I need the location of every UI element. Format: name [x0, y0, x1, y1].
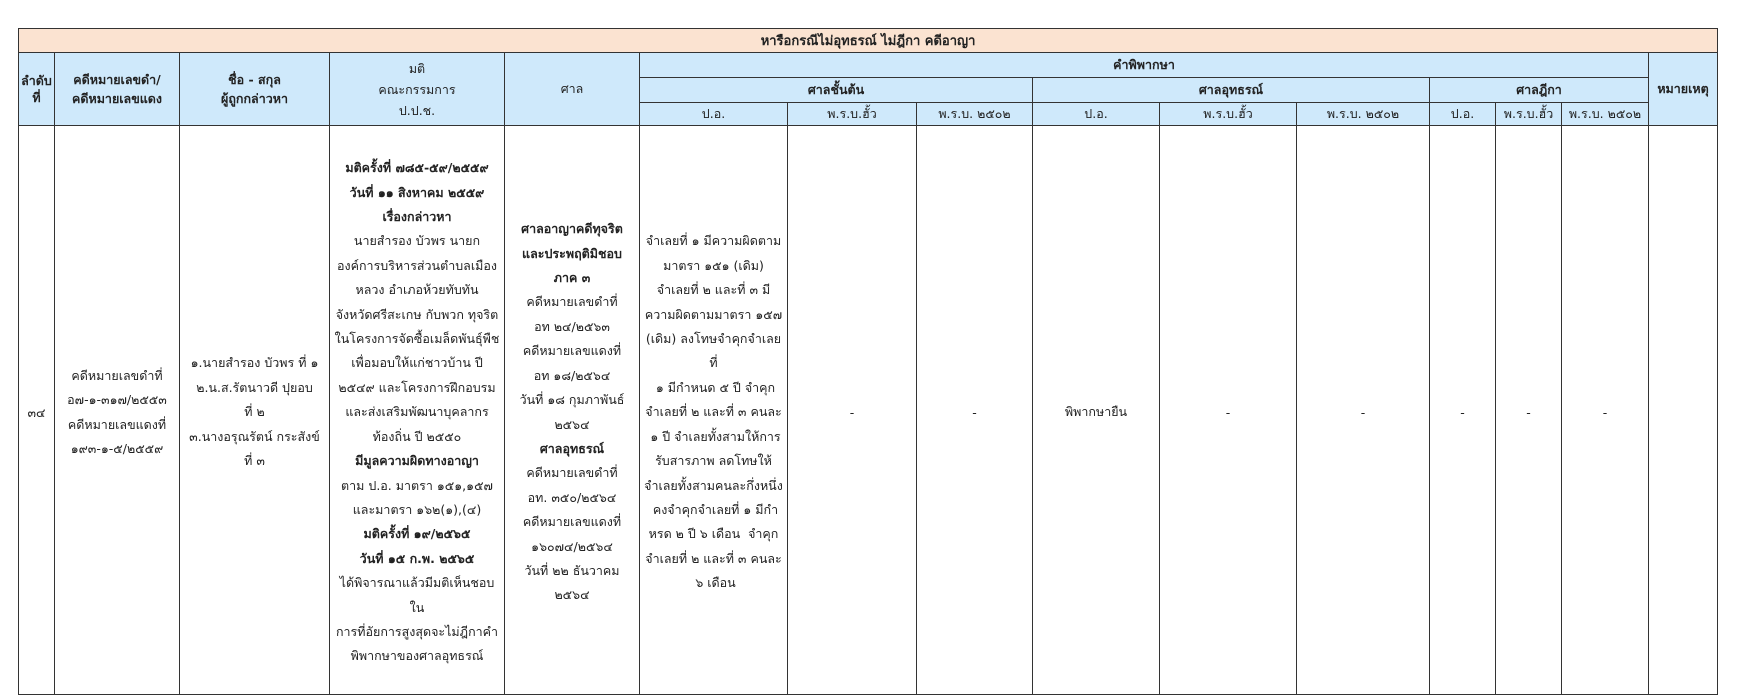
case-number-line: อ๗-๑-๓๑๗/๒๕๕๓: [67, 392, 167, 408]
first-instance-judgment-line: รับสารภาพ ลดโทษให้: [655, 453, 772, 469]
case-number-line: คดีหมายเลขแดงที่: [67, 416, 167, 432]
first-instance-judgment-line: ๖ เดือน: [691, 575, 736, 591]
header-first-hua: พ.ร.บ.ฮั้ว: [788, 103, 917, 126]
header-appeal-2502: พ.ร.บ. ๒๕๐๒: [1297, 103, 1430, 126]
header-no: ลำดับ ที่: [19, 53, 55, 126]
first-instance-judgment-line: จำเลยที่ ๒ และที่ ๓ คนละ: [645, 550, 782, 566]
supreme-po-cell: -: [1460, 404, 1465, 420]
resolution-line: มติครั้งที่ ๗๘๕-๕๙/๒๕๕๙: [345, 160, 489, 176]
header-appeal-po: ป.อ.: [1033, 103, 1160, 126]
resolution-line: หลวง อำเภอห้วยทับทัน: [355, 282, 479, 298]
first-instance-judgment-line: จำเลยที่ ๒ และที่ ๓ มี: [656, 282, 771, 298]
accused-name-line: ที่ ๓: [244, 453, 265, 469]
case-number-line: คดีหมายเลขดำที่: [71, 367, 163, 383]
resolution-line: วันที่ ๑๕ ก.พ. ๒๕๖๕: [359, 550, 475, 566]
supreme-2502-cell: -: [1602, 404, 1608, 420]
accused-name-line: ๑.นายสำรอง บัวพร ที่ ๑: [190, 355, 319, 371]
header-supreme-po: ป.อ.: [1430, 103, 1496, 126]
header-first-po: ป.อ.: [640, 103, 788, 126]
appeal-2502-cell: -: [1360, 404, 1366, 420]
supreme-hua-cell: -: [1526, 404, 1531, 420]
court-line: อท. ๓๕๐/๒๕๖๔: [527, 489, 617, 505]
header-resolution: มติ คณะกรรมการ ป.ป.ช.: [330, 53, 505, 126]
resolution-line: การที่อัยการสูงสุดจะไม่ฎีกาคำ: [335, 623, 499, 639]
resolution-line: ตาม ป.อ. มาตรา ๑๕๑,๑๕๗: [341, 477, 493, 493]
resolution-line: ๒๕๔๙ และโครงการฝึกอบรม: [338, 379, 496, 395]
header-supreme-court: ศาลฎีกา: [1430, 78, 1649, 103]
resolution-line: ได้พิจารณาแล้วมีมติเห็นชอบใน: [339, 575, 495, 615]
resolution-line: จังหวัดศรีสะเกษ กับพวก ทุจริต: [335, 306, 499, 322]
table-title: หารือกรณีไม่อุทธรณ์ ไม่ฎีกา คดีอาญา: [19, 29, 1718, 53]
court-line: คดีหมายเลขแดงที่: [522, 514, 622, 530]
resolution-line: พิพากษาของศาลอุทธรณ์: [350, 648, 484, 664]
resolution-line: และมาตรา ๑๖๒(๑),(๔): [352, 501, 482, 517]
case-number-cell: [55, 359, 179, 462]
first-instance-judgment-line: ๑ ปี จำเลยทั้งสามให้การ: [646, 428, 781, 444]
first-instance-judgment-line: ๑ มีกำหนด ๕ ปี จำคุก: [651, 379, 776, 395]
court-line: คดีหมายเลขดำที่: [526, 294, 618, 310]
first-instance-hua-cell: -: [849, 404, 855, 420]
court-line: ๒๕๖๔: [554, 587, 590, 603]
court-line: คดีหมายเลขดำที่: [526, 465, 618, 481]
court-line: วันที่ ๒๒ ธันวาคม: [524, 562, 620, 578]
first-instance-judgment-line: จำเลยทั้งสามคนละกึ่งหนึ่ง: [644, 477, 783, 493]
court-line: และประพฤติมิชอบ: [522, 245, 622, 261]
court-line: อท ๒๔/๒๕๖๓: [534, 318, 610, 334]
first-instance-judgment-line: จำเลยที่ ๑ มีความผิดตาม: [645, 233, 782, 249]
header-supreme-hua: พ.ร.บ.ฮั้ว: [1496, 103, 1562, 126]
first-instance-judgment-line: จำเลยที่ ๒ และที่ ๓ คนละ: [645, 404, 782, 420]
appeal-hua-cell: -: [1225, 404, 1231, 420]
resolution-line: องค์การบริหารส่วนตำบลเมือง: [337, 257, 497, 273]
resolution-line: และส่งเสริมพัฒนาบุคลากร: [345, 404, 489, 420]
header-judgment: คำพิพากษา: [640, 53, 1649, 78]
first-instance-judgment-line: คงจำคุกจำเลยที่ ๑ มีกำ: [648, 501, 779, 517]
header-accused-name: ชื่อ - สกุล ผู้ถูกกล่าวหา: [180, 53, 330, 126]
appeal-po-cell: พิพากษายืน: [1064, 404, 1128, 420]
resolution-cell: [330, 151, 504, 669]
case-number-line: ๑๙๓-๑-๕/๒๕๕๙: [70, 440, 164, 456]
case-table: [18, 28, 1718, 695]
court-line: ๒๕๖๔: [554, 416, 590, 432]
first-instance-judgment-line: มาตรา ๑๕๑ (เดิม): [663, 257, 764, 273]
first-instance-2502-cell: -: [972, 404, 977, 420]
court-line: ๑๖๐๗๔/๒๕๖๔: [531, 538, 613, 554]
resolution-line: มติครั้งที่ ๑๙/๒๕๖๕: [363, 526, 471, 542]
court-line: อท ๑๘/๒๕๖๔: [533, 367, 611, 383]
row-number: ๓๔: [27, 404, 46, 420]
resolution-line: เพื่อมอบให้แก่ชาวบ้าน ปี: [351, 355, 483, 371]
header-first-instance-court: ศาลชั้นต้น: [640, 78, 1033, 103]
remark-cell: [1649, 408, 1717, 413]
resolution-line: นายสำรอง บัวพร นายก: [353, 233, 481, 249]
court-line: คดีหมายเลขแดงที่: [522, 343, 622, 359]
header-supreme-2502: พ.ร.บ. ๒๕๐๒: [1562, 103, 1649, 126]
header-court: ศาล: [505, 53, 640, 126]
header-remark: หมายเหตุ: [1649, 53, 1718, 126]
court-line: ศาลอาญาคดีทุจริต: [521, 221, 623, 237]
court-cell: [505, 212, 639, 608]
header-first-2502: พ.ร.บ. ๒๕๐๒: [917, 103, 1033, 126]
header-appeal-court: ศาลอุทธรณ์: [1033, 78, 1430, 103]
resolution-line: เรื่องกล่าวหา: [382, 209, 452, 225]
accused-name-cell: [180, 346, 329, 473]
table-row: [19, 126, 1718, 695]
header-case-number: คดีหมายเลขดำ/ คดีหมายเลขแดง: [55, 53, 180, 126]
first-instance-po-cell: [640, 224, 787, 595]
court-line: วันที่ ๑๘ กุมภาพันธ์: [519, 392, 625, 408]
header-appeal-hua: พ.ร.บ.ฮั้ว: [1160, 103, 1297, 126]
resolution-line: ในโครงการจัดซื้อเมล็ดพันธุ์พืช: [334, 331, 500, 347]
accused-name-line: ๒.น.ส.รัตนาวดี ปุยอบ: [196, 379, 313, 395]
resolution-line: วันที่ ๑๑ สิงหาคม ๒๕๕๙: [349, 184, 485, 200]
resolution-line: ท้องถิ่น ปี ๒๕๕๐: [372, 428, 462, 444]
first-instance-judgment-line: ความผิดตามมาตรา ๑๕๗: [644, 306, 783, 322]
resolution-line: มีมูลความผิดทางอาญา: [355, 453, 479, 469]
accused-name-line: ๓.นางอรุณรัตน์ กระสังข์: [189, 428, 320, 444]
court-line: ศาลอุทธรณ์: [539, 440, 605, 456]
court-line: ภาค ๓: [553, 270, 591, 286]
first-instance-judgment-line: หรด ๒ ปี ๖ เดือน จำคุก: [648, 526, 779, 542]
first-instance-judgment-line: (เดิม) ลงโทษจำคุกจำเลยที่: [645, 331, 782, 371]
accused-name-line: ที่ ๒: [244, 404, 265, 420]
